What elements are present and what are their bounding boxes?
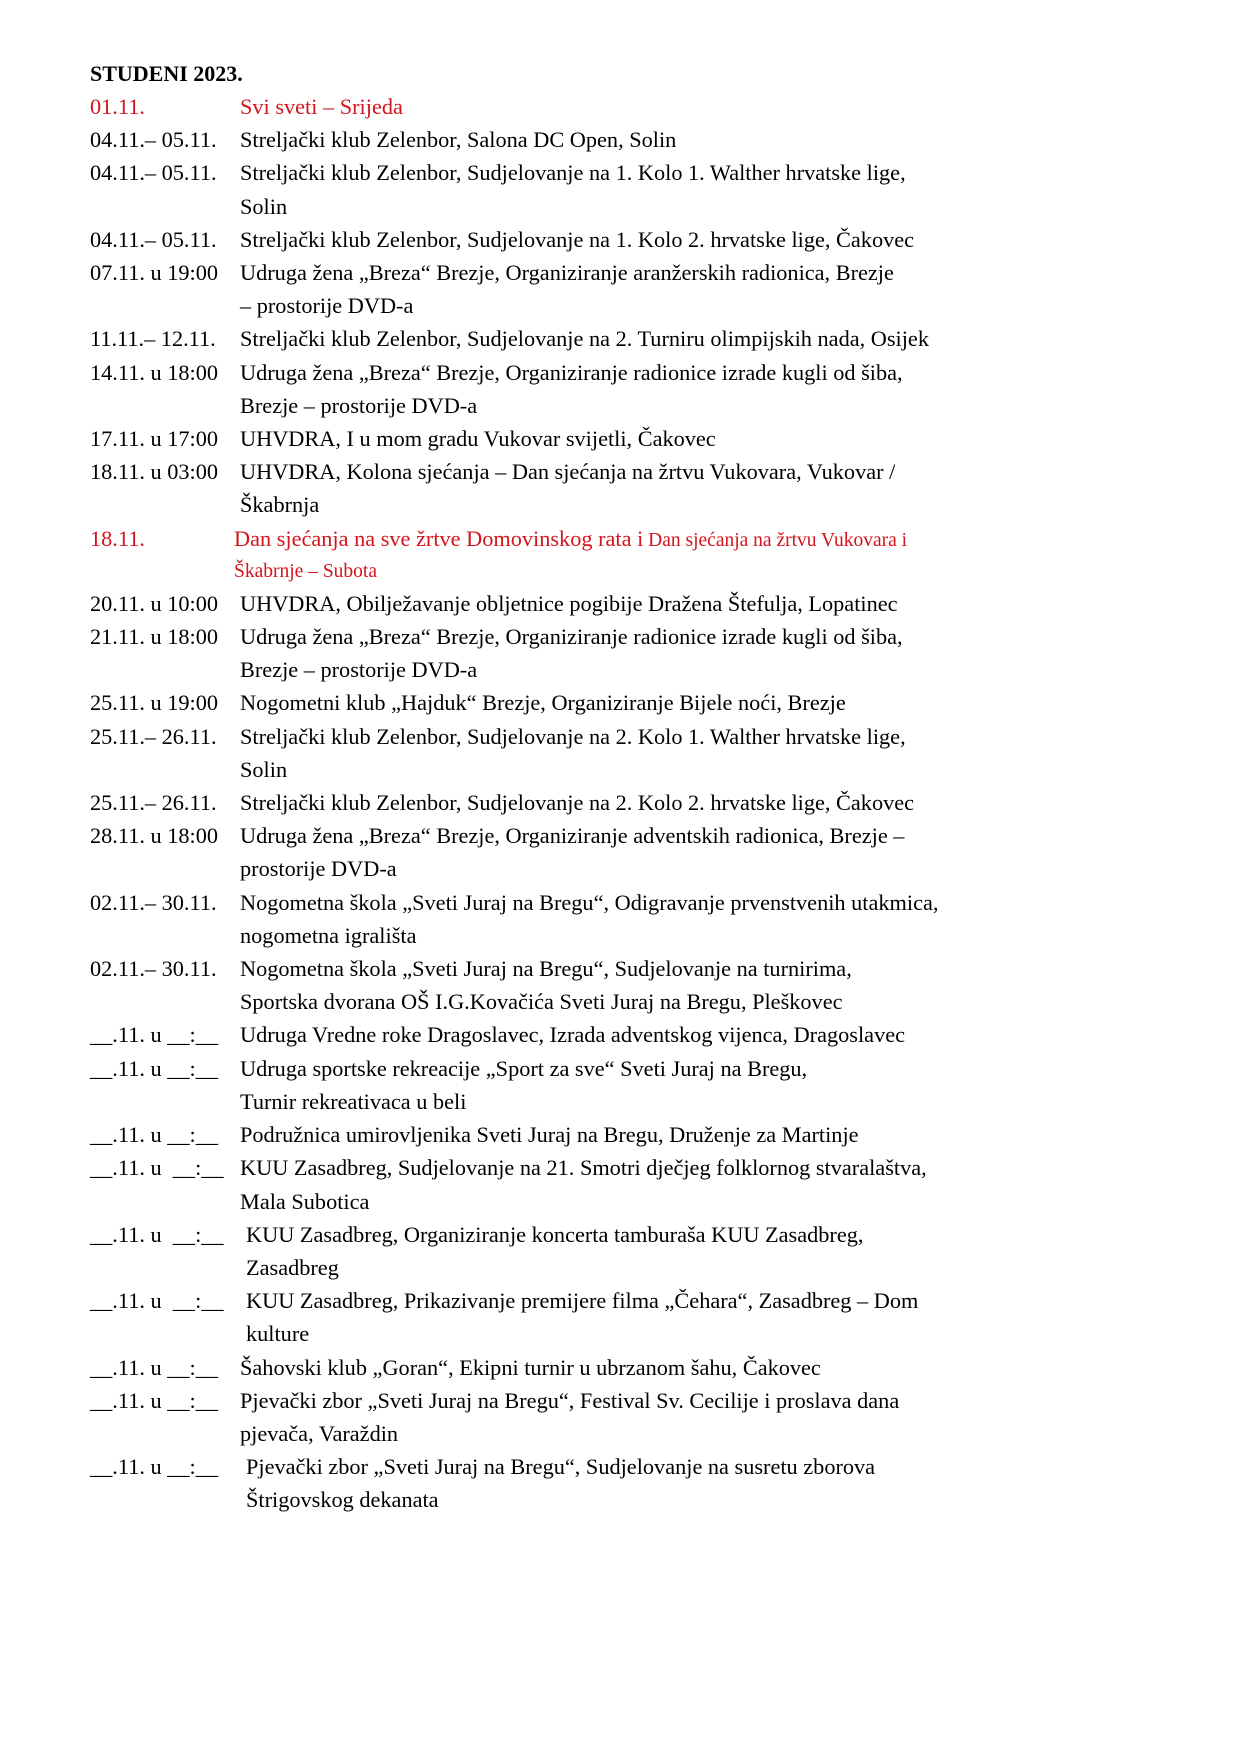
event-date: 11.11.– 12.11. [90, 326, 216, 352]
holiday-subtitle: Dan sjećanja na žrtvu Vukovara i [643, 529, 908, 551]
event-text: Pjevački zbor „Sveti Juraj na Bregu“, Sudjelovanje na susretu zborova Štrigovskog dekanata [246, 1454, 876, 1513]
event-date: 02.11.– 30.11. [90, 889, 217, 915]
event-date: 02.11.– 30.11. [90, 956, 217, 982]
event-entry [90, 1118, 1090, 1151]
event-date: __.11. u __:__ [90, 1221, 224, 1247]
event-text: KUU Zasadbreg, Organiziranje koncerta tamburaša KUU Zasadbreg, Zasadbreg [246, 1221, 864, 1280]
event-entry [90, 223, 1090, 256]
event-date: __.11. u __:__ [90, 1122, 219, 1148]
event-date: __.11. u __:__ [90, 1288, 224, 1314]
event-entry-holiday [90, 90, 1090, 123]
event-date: 18.11. [90, 525, 145, 551]
event-entry [90, 322, 1090, 355]
event-text: Nogometna škola „Sveti Juraj na Bregu“, Sudjelovanje na turnirima, Sportska dvorana OŠ I.G.Kovačića Sveti Juraj na Bregu, Pleškovec [240, 956, 852, 1015]
event-entry [90, 1052, 1090, 1118]
event-text: Podružnica umirovljenika Sveti Juraj na Bregu, Druženje za Martinje [240, 1122, 859, 1148]
event-text: Šahovski klub „Goran“, Ekipni turnir u ubrzanom šahu, Čakovec [240, 1354, 821, 1380]
event-text-holiday [234, 522, 1090, 587]
event-date: __.11. u __:__ [90, 1454, 219, 1480]
event-text: KUU Zasadbreg, Prikazivanje premijere filma „Čehara“, Zasadbreg – Dom kulture [246, 1288, 919, 1347]
event-date: __.11. u __:__ [90, 1354, 219, 1380]
event-entry [90, 1018, 1090, 1051]
event-entry [90, 620, 1090, 686]
event-date: 25.11.– 26.11. [90, 790, 217, 816]
event-entry [90, 1351, 1090, 1384]
event-text: Streljački klub Zelenbor, Sudjelovanje na 2. Kolo 1. Walther hrvatske lige, Solin [240, 723, 906, 782]
event-entry-holiday [90, 522, 1090, 587]
event-entry [90, 455, 1090, 521]
event-entry [90, 952, 1090, 1018]
event-entry [90, 1218, 1090, 1284]
event-text: Udruga žena „Breza“ Brezje, Organiziranje aranžerskih radionica, Brezje – prostorije DVD-a [240, 260, 894, 319]
event-entry [90, 356, 1090, 422]
event-date: 28.11. u 18:00 [90, 823, 219, 849]
event-date: 20.11. u 10:00 [90, 590, 219, 616]
event-date: 04.11.– 05.11. [90, 127, 217, 153]
event-text: KUU Zasadbreg, Sudjelovanje na 21. Smotri dječjeg folklornog stvaralaštva, Mala Subotica [240, 1155, 927, 1214]
event-date: 14.11. u 18:00 [90, 359, 219, 385]
event-date: 25.11.– 26.11. [90, 723, 217, 749]
event-list [90, 90, 1090, 1517]
event-entry [90, 819, 1090, 885]
event-date: 07.11. u 19:00 [90, 260, 219, 286]
event-entry [90, 1151, 1090, 1217]
holiday-line-2: Škabrnje – Subota [234, 560, 377, 582]
event-text: Udruga žena „Breza“ Brezje, Organiziranje radionice izrade kugli od šiba, Brezje – prostorije DVD-a [240, 624, 903, 683]
event-entry [90, 720, 1090, 786]
event-text: Streljački klub Zelenbor, Sudjelovanje na 1. Kolo 2. hrvatske lige, Čakovec [240, 226, 915, 252]
event-entry [90, 686, 1090, 719]
event-text: Udruga sportske rekreacije „Sport za sve“ Sveti Juraj na Bregu, Turnir rekreativaca u beli [240, 1055, 808, 1114]
event-date: 17.11. u 17:00 [90, 426, 219, 452]
event-date: 18.11. u 03:00 [90, 459, 219, 485]
document-page [90, 57, 1090, 1517]
event-text: Pjevački zbor „Sveti Juraj na Bregu“, Festival Sv. Cecilije i proslava dana pjevača, Varaždin [240, 1387, 900, 1446]
event-text: UHVDRA, I u mom gradu Vukovar svijetli, Čakovec [240, 426, 716, 452]
event-entry [90, 1450, 1090, 1516]
holiday-title: Dan sjećanja na sve žrtve Domovinskog rata i [234, 525, 644, 551]
event-date: __.11. u __:__ [90, 1055, 219, 1081]
event-text: Nogometna škola „Sveti Juraj na Bregu“, Odigravanje prvenstvenih utakmica, nogometna igrališta [240, 889, 939, 948]
event-date: 04.11.– 05.11. [90, 226, 217, 252]
event-entry [90, 422, 1090, 455]
event-entry [90, 587, 1090, 620]
event-text: Streljački klub Zelenbor, Sudjelovanje na 1. Kolo 1. Walther hrvatske lige, Solin [240, 160, 906, 219]
event-text: Nogometni klub „Hajduk“ Brezje, Organiziranje Bijele noći, Brezje [240, 690, 846, 716]
event-text: UHVDRA, Kolona sjećanja – Dan sjećanja na žrtvu Vukovara, Vukovar / Škabrnja [240, 459, 896, 518]
event-entry [90, 1384, 1090, 1450]
event-text: Udruga žena „Breza“ Brezje, Organiziranje radionice izrade kugli od šiba, Brezje – prostorije DVD-a [240, 359, 903, 418]
event-text: Udruga Vredne roke Dragoslavec, Izrada adventskog vijenca, Dragoslavec [240, 1022, 906, 1048]
event-entry [90, 123, 1090, 156]
event-date: 21.11. u 18:00 [90, 624, 219, 650]
event-date: __.11. u __:__ [90, 1155, 224, 1181]
page-title: STUDENI 2023. [90, 61, 243, 86]
event-date: __.11. u __:__ [90, 1022, 219, 1048]
event-date: 04.11.– 05.11. [90, 160, 217, 186]
event-text: Streljački klub Zelenbor, Salona DC Open, Solin [240, 127, 677, 153]
event-text: Streljački klub Zelenbor, Sudjelovanje na 2. Turniru olimpijskih nada, Osijek [240, 326, 929, 352]
event-date: __.11. u __:__ [90, 1387, 219, 1413]
event-entry [90, 886, 1090, 952]
event-text: UHVDRA, Obilježavanje obljetnice pogibije Dražena Štefulja, Lopatinec [240, 590, 898, 616]
event-entry [90, 156, 1090, 222]
event-date: 25.11. u 19:00 [90, 690, 219, 716]
event-entry [90, 1284, 1090, 1350]
event-entry [90, 786, 1090, 819]
event-text: Udruga žena „Breza“ Brezje, Organiziranje adventskih radionica, Brezje – prostorije DVD-a [240, 823, 905, 882]
event-date: 01.11. [90, 94, 145, 119]
event-text: Streljački klub Zelenbor, Sudjelovanje na 2. Kolo 2. hrvatske lige, Čakovec [240, 790, 915, 816]
event-text: Svi sveti – Srijeda [240, 94, 403, 119]
event-entry [90, 256, 1090, 322]
